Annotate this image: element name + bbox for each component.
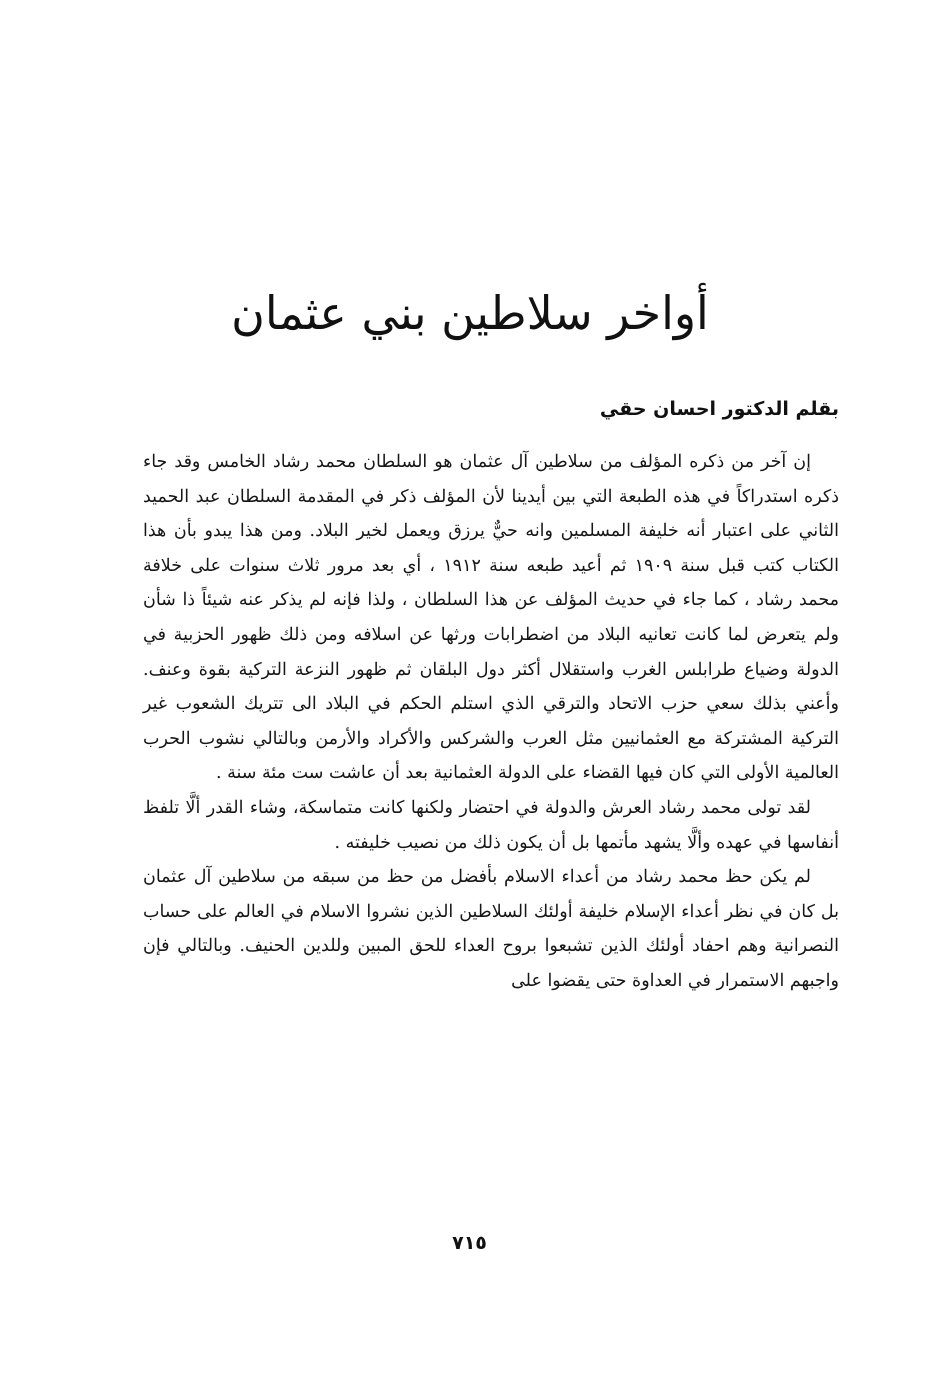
- paragraph-1: إن آخر من ذكره المؤلف من سلاطين آل عثمان هو السلطان محمد رشاد الخامس وقد جاء ذكره استدراكاً في هذه الطبعة التي بين أيدينا لأن المؤلف ذكر في المقدمة السلطان عبد الحميد الثاني على اعتبار أنه خليفة المسلمين وانه حيٌّ يرزق ويعمل لخير البلاد. ومن هذا يبدو بأن هذا الكتاب كتب قبل سنة ١٩٠٩ ثم أعيد طبعه سنة ١٩١٢ ، أي بعد مرور ثلاث سنوات على خلافة محمد رشاد ، كما جاء في حديث المؤلف عن هذا السلطان ، ولذا فإنه لم يذكر عنه شيئاً ذا شأن ولم يتعرض لما كانت تعانيه البلاد من اضطرابات ورثها عن اسلافه ومن ذلك ظهور الحزبية في الدولة وضياع طرابلس الغرب واستقلال أكثر دول البلقان ثم ظهور النزعة التركية بقوة وعنف. وأعني بذلك سعي حزب الاتحاد والترقي الذي استلم الحكم في البلاد الى تتريك الشعوب غير التركية المشتركة مع العثمانيين مثل العرب والشركس والأكراد والأرمن وبالتالي نشوب الحرب العالمية الأولى التي كان فيها القضاء على الدولة العثمانية بعد أن عاشت ست مئة سنة .: [143, 452, 839, 784]
- paragraph-3: لم يكن حظ محمد رشاد من أعداء الاسلام بأفضل من حظ من سبقه من سلاطين آل عثمان بل كان في نظر أعداء الإسلام خليفة أولئك السلاطين الذين نشروا الاسلام في العالم على حساب النصرانية وهم احفاد أولئك الذين تشبعوا بروح العداء للحق المبين وللدين الحنيف. وبالتالي فإن واجبهم الاستمرار في العداوة حتى يقضوا على: [143, 867, 839, 991]
- paragraph-2: لقد تولى محمد رشاد العرش والدولة في احتضار ولكنها كانت متماسكة، وشاء القدر ألَّا تلفظ أنفاسها في عهده وألَّا يشهد مأتمها بل أن يكون ذلك من نصيب خليفته .: [143, 797, 839, 853]
- body-text: [143, 445, 839, 999]
- page-number: ٧١٥: [452, 1232, 487, 1254]
- chapter-title: أواخر سلاطين بني عثمان: [231, 286, 709, 340]
- author-byline: بقلم الدكتور احسان حقي: [599, 398, 839, 420]
